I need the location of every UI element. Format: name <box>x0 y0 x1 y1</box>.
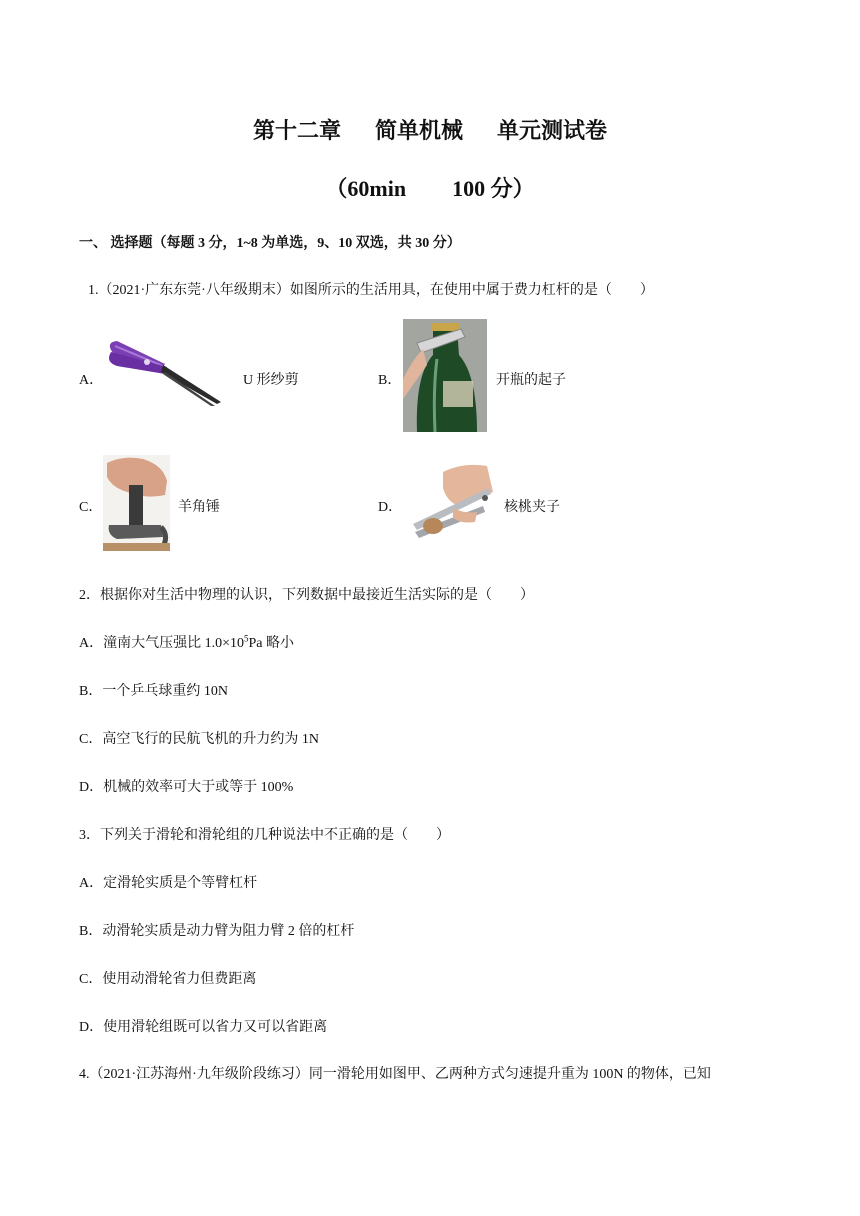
q2-option-d: D．机械的效率可大于或等于 100% <box>79 780 294 795</box>
q2-option-a <box>79 632 294 652</box>
title-test: 单元测试卷 <box>497 118 608 143</box>
u-scissors-image <box>103 336 225 408</box>
q2-option-a-text: A．潼南大气压强比 1.0×10 <box>79 636 245 651</box>
q3-option-c: C．使用动滑轮省力但费距离 <box>79 972 257 987</box>
q2-option-c: C．高空飞行的民航飞机的升力约为 1N <box>79 732 319 747</box>
bottle-opener-image <box>403 319 487 432</box>
q1-option-b-label: 开瓶的起子 <box>496 373 566 388</box>
q2-option-b: B．一个乒乓球重约 10N <box>79 684 228 699</box>
title-topic: 简单机械 <box>374 118 463 143</box>
q1-option-a-letter: A． <box>79 373 104 388</box>
q1-option-c-letter: C． <box>79 500 103 515</box>
q1-option-d-letter: D． <box>378 500 403 515</box>
question-3-stem: 3．下列关于滑轮和滑轮组的几种说法中不正确的是（ ） <box>79 828 450 843</box>
q2-option-a-exponent: 5 <box>244 633 249 644</box>
q1-option-a-label: U 形纱剪 <box>243 373 299 388</box>
question-2-stem: 2．根据你对生活中物理的认识，下列数据中最接近生活实际的是（ ） <box>79 588 534 603</box>
q3-option-d: D．使用滑轮组既可以省力又可以省距离 <box>79 1020 328 1035</box>
subtitle-time: （60min <box>325 176 407 201</box>
q1-option-b-letter: B． <box>378 373 402 388</box>
q3-option-b: B．动滑轮实质是动力臂为阻力臂 2 倍的杠杆 <box>79 924 355 939</box>
subtitle-score: 100 分） <box>452 176 535 201</box>
title-chapter: 第十二章 <box>252 118 341 143</box>
claw-hammer-image <box>103 455 170 551</box>
q1-option-c-label: 羊角锤 <box>178 500 220 515</box>
page-subtitle <box>0 172 860 203</box>
page-title <box>0 114 860 145</box>
section-heading: 一、 选择题（每题 3 分，1~8 为单选，9、10 双选，共 30 分） <box>79 236 461 251</box>
q3-option-a: A．定滑轮实质是个等臂杠杆 <box>79 876 258 891</box>
question-4-stem: 4.（2021·江苏海州·九年级阶段练习）同一滑轮用如图甲、乙两种方式匀速提升重为 100N 的物体，已知 <box>79 1067 711 1082</box>
nutcracker-image <box>403 462 497 542</box>
q1-option-d-label: 核桃夹子 <box>504 500 560 515</box>
q2-option-a-unit: Pa 略小 <box>248 636 295 651</box>
question-1-stem: 1.（2021·广东东莞·八年级期末）如图所示的生活用具，在使用中属于费力杠杆的是（ ） <box>88 283 654 298</box>
